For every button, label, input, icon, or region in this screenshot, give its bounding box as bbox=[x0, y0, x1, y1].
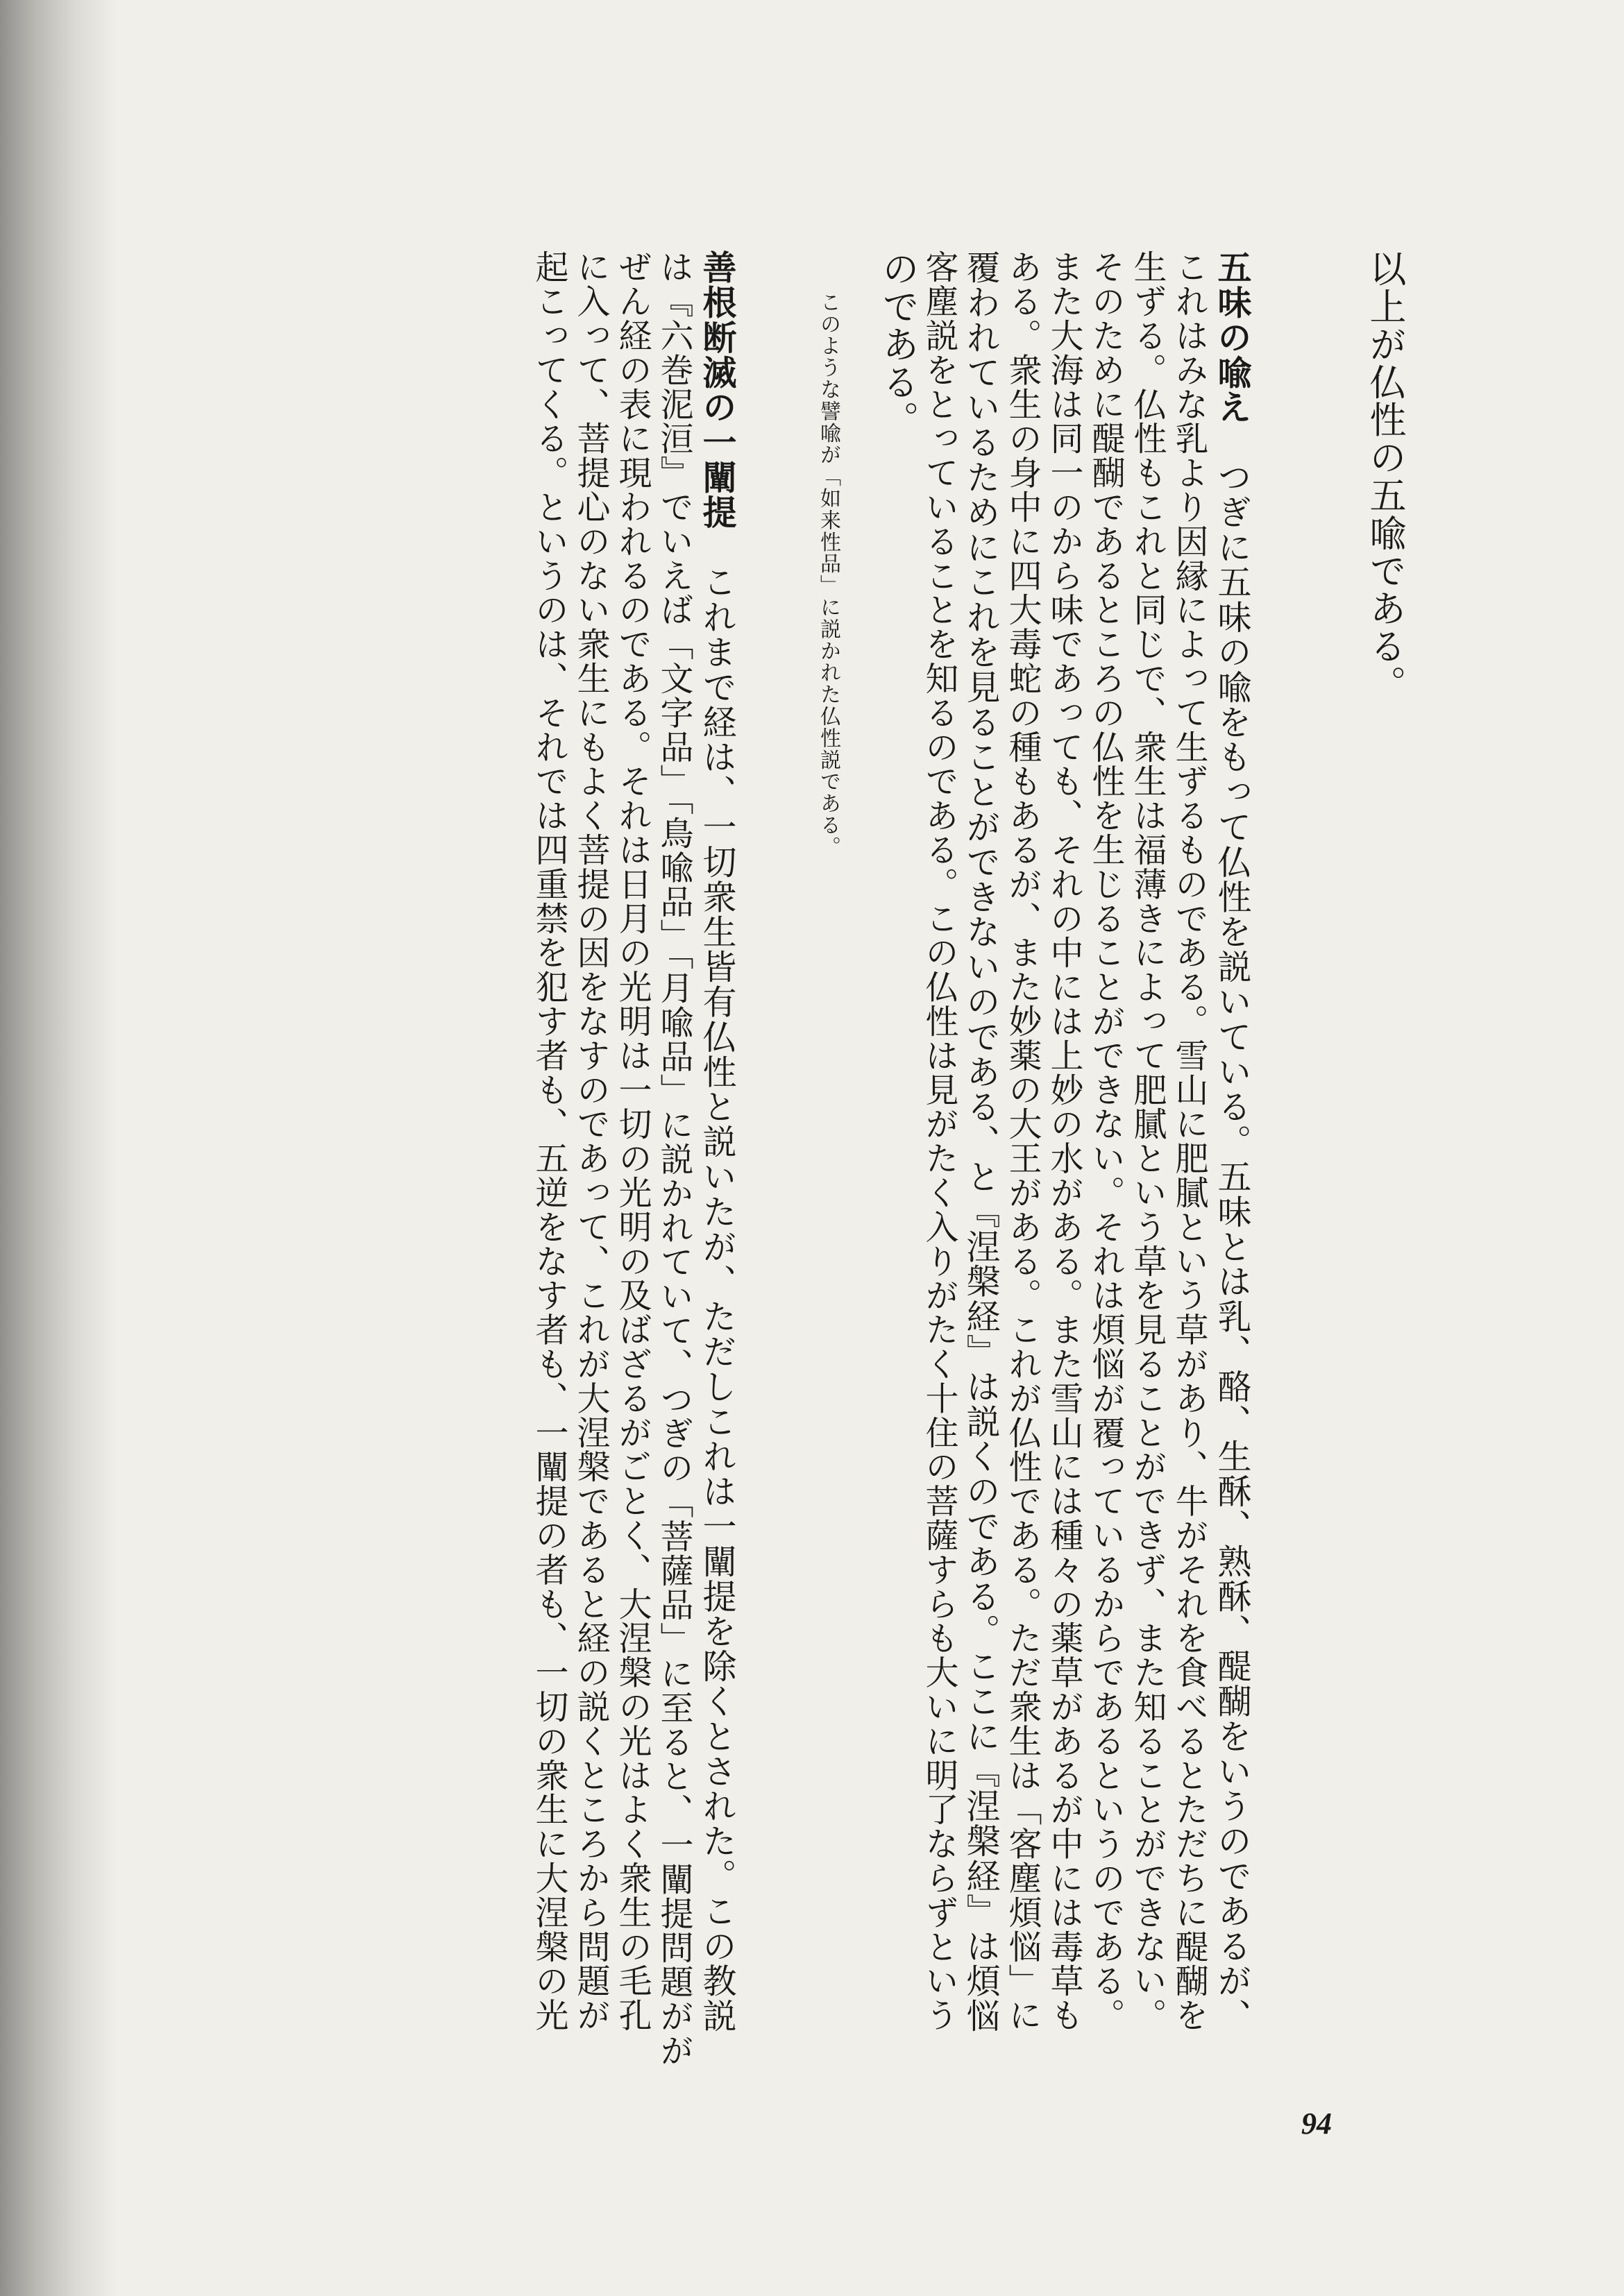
column-text: ぜん経の表に現われるのである。それは日月の光明は一切の光明の及ばざるがごとく、大涅槃の光はよく衆生の毛孔 bbox=[613, 250, 652, 2032]
text-column-14 bbox=[608, 250, 657, 2068]
column-text: 以上が仏性の五喩である。 bbox=[1364, 250, 1406, 703]
column-text: 起こってくる。というのは、それでは四重禁を犯す者も、五逆をなす者も、一闡提の者も、一切の衆生に大涅槃の光 bbox=[530, 250, 568, 2032]
text-column-11 bbox=[804, 291, 852, 2109]
text-column-5 bbox=[1081, 250, 1130, 2068]
text-column-8 bbox=[956, 250, 1005, 2068]
text-column-10 bbox=[873, 250, 922, 2068]
column-text: つぎに五味の喩をもって仏性を説いている。五味とは乳、酪、生酥、熟酥、醍醐をいうのであるが、 bbox=[1212, 459, 1252, 2034]
text-column-7 bbox=[998, 250, 1047, 2068]
column-text: は『六巻泥洹』でいえば「文字品」「鳥喩品」「月喩品」に説かれていて、つぎの「菩薩品」に至ると、一闡提問題がが bbox=[654, 250, 693, 2068]
text-column-4 bbox=[1123, 250, 1172, 2068]
column-text: に入って、菩提心のない衆生にもよく菩提の因をなすのであって、これが大涅槃であると経の説くところから問題が bbox=[571, 250, 610, 2032]
column-text: そのために醍醐であるところの仏性を生じることができない。それは煩悩が覆っているからであるというのである。 bbox=[1086, 250, 1125, 2032]
column-text: 客塵説をとっていることを知るのである。この仏性は見がたく入りがたく十住の菩薩すらも大いに明了ならずという bbox=[920, 250, 958, 2032]
text-column-12 bbox=[693, 250, 741, 2068]
column-text: のである。 bbox=[877, 250, 919, 439]
column-text: これまで経は、一切衆生皆有仏性と説いたが、ただしこれは一闡提を除くとされた。この教説 bbox=[697, 564, 737, 2034]
column-text: ある。衆生の身中に四大毒蛇の種もあるが、また妙薬の大王がある。これが仏性である。ただ衆生は「客塵煩悩」に bbox=[1003, 250, 1042, 2032]
scan-edge-shadow bbox=[0, 0, 118, 2296]
text-column-3 bbox=[1165, 250, 1213, 2068]
column-text: また大海は同一のから味であっても、それの中には上妙の水がある。また雪山には種々の薬草があるが中には毒草も bbox=[1044, 250, 1083, 2032]
text-column-1 bbox=[1360, 250, 1409, 2068]
text-column-6 bbox=[1040, 250, 1088, 2068]
page-number: 94 bbox=[1301, 2107, 1332, 2141]
text-column-13 bbox=[650, 250, 698, 2068]
column-text: これはみな乳より因縁によって生ずるものである。雪山に肥膩という草があり、牛がそれを食べるとただちに醍醐を bbox=[1169, 250, 1208, 2032]
document-page bbox=[208, 250, 1444, 2068]
text-column-9 bbox=[915, 250, 963, 2068]
text-column-16 bbox=[525, 250, 573, 2068]
column-text: 覆われているためにこれを見ることができないのである、と『涅槃経』は説くのである。ここに『涅槃経』は煩悩 bbox=[961, 250, 1001, 2034]
column-text: 生ずる。仏性もこれと同じで、衆生は福薄きによって肥膩という草を見ることができず、また知ることができない。 bbox=[1128, 250, 1167, 2032]
text-column-15 bbox=[566, 250, 615, 2068]
section-heading: 五味の喩え bbox=[1212, 250, 1252, 425]
section-heading: 善根断滅の一闡提 bbox=[697, 250, 737, 530]
column-text: このような譬喩が「如来性品」に説かれた仏性説である。 bbox=[816, 291, 840, 858]
text-column-2 bbox=[1208, 250, 1256, 2068]
